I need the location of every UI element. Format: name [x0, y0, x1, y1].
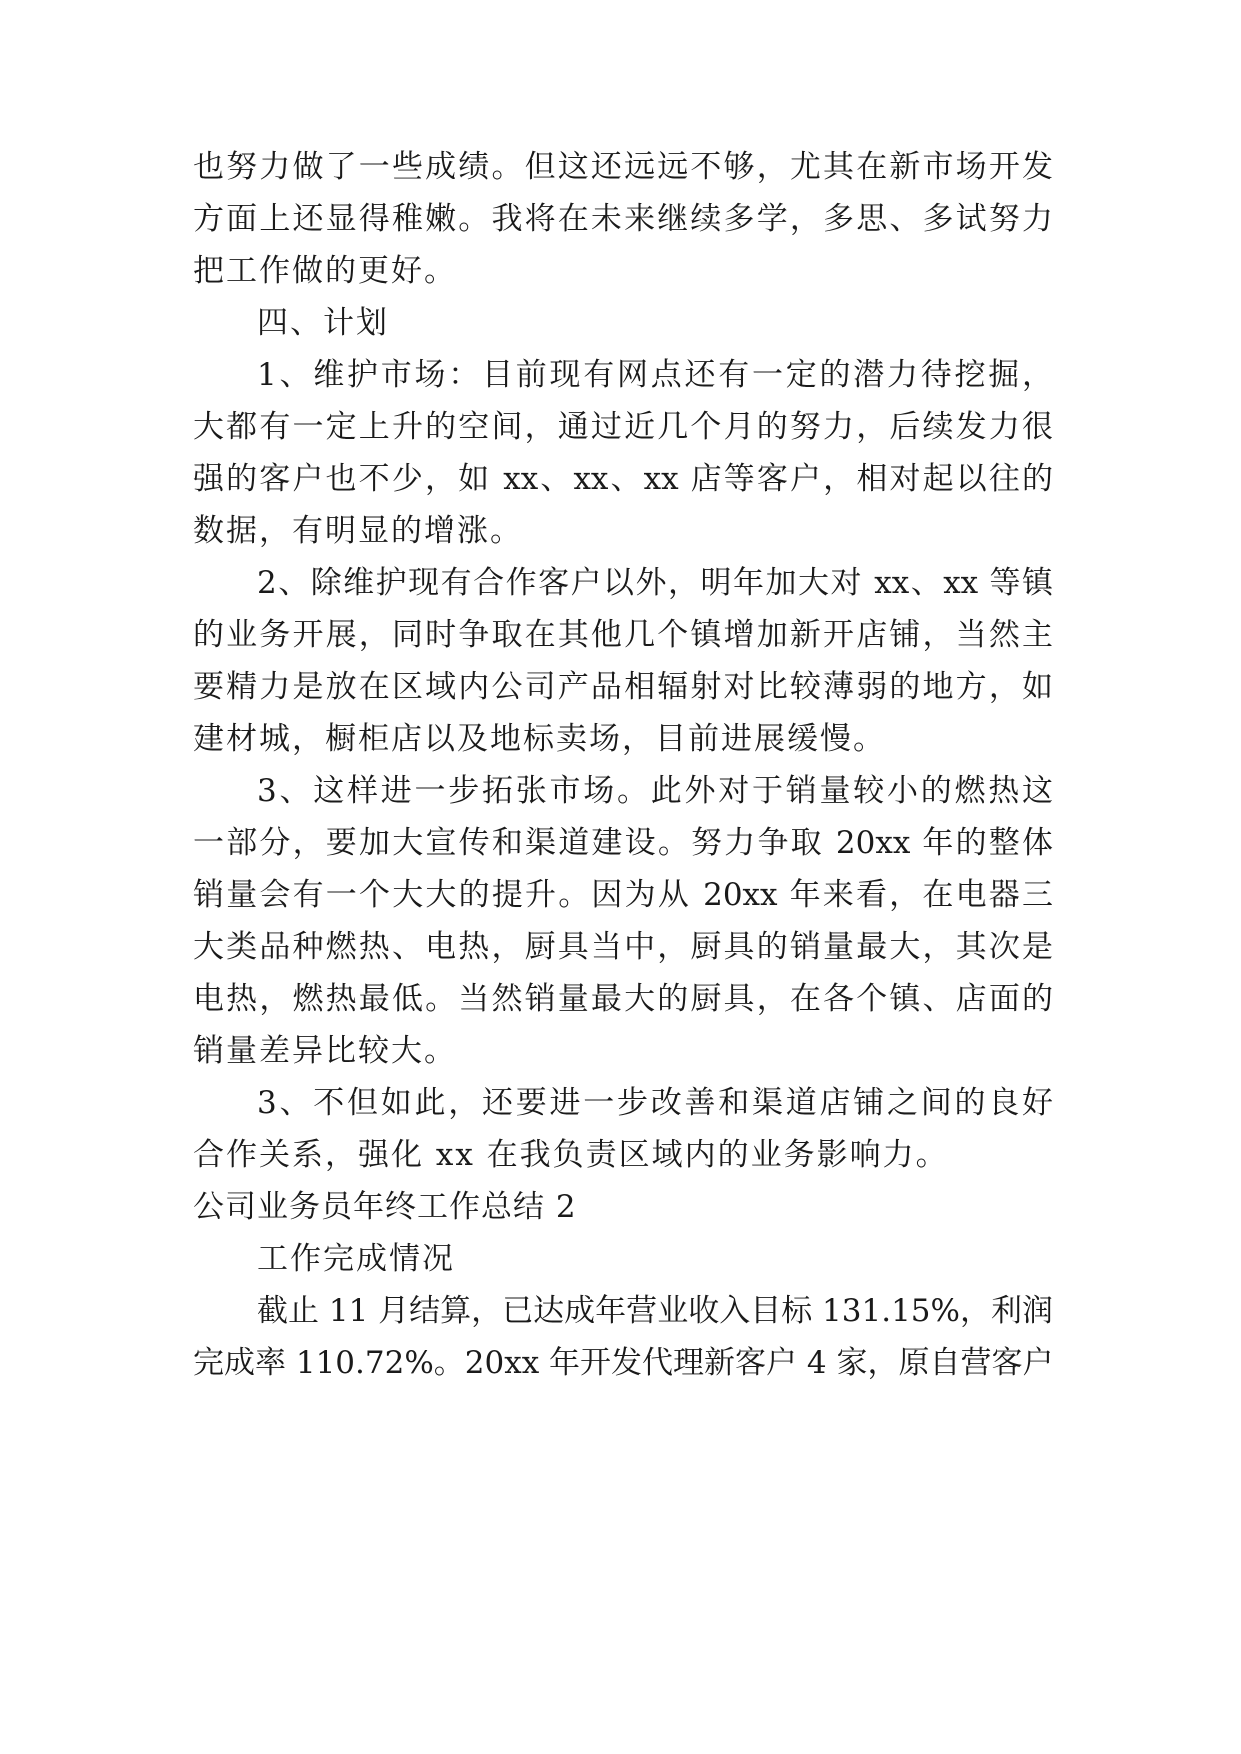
paragraph-line: 大类品种燃热、电热，厨具当中，厨具的销量最大，其次是	[193, 929, 1053, 965]
paragraph-line: 也努力做了一些成绩。但这还远远不够，尤其在新市场开发	[193, 149, 1053, 185]
paragraph-line: 电热，燃热最低。当然销量最大的厨具，在各个镇、店面的	[193, 981, 1053, 1017]
paragraph-line: 数据，有明显的增涨。	[193, 513, 523, 549]
paragraph-line: 的业务开展，同时争取在其他几个镇增加新开店铺，当然主	[193, 617, 1053, 653]
paragraph-line: 大都有一定上升的空间，通过近几个月的努力，后续发力很	[193, 409, 1053, 445]
paragraph-line: 一部分，要加大宣传和渠道建设。努力争取 20xx 年的整体	[193, 825, 1053, 861]
paragraph-line: 建材城，橱柜店以及地标卖场，目前进展缓慢。	[193, 721, 886, 757]
paragraph-line: 完成率 110.72%。20xx 年开发代理新客户 4 家，原自营客户	[193, 1345, 1054, 1381]
paragraph-line: 把工作做的更好。	[193, 253, 457, 289]
paragraph-line: 3、这样进一步拓张市场。此外对于销量较小的燃热这	[257, 773, 1053, 809]
paragraph-line: 合作关系，强化 xx 在我负责区域内的业务影响力。	[193, 1137, 949, 1173]
document-title: 公司业务员年终工作总结 2	[193, 1189, 577, 1225]
section-heading: 工作完成情况	[257, 1241, 455, 1277]
paragraph-line: 销量会有一个大大的提升。因为从 20xx 年来看，在电器三	[193, 877, 1053, 913]
paragraph-line: 要精力是放在区域内公司产品相辐射对比较薄弱的地方，如	[193, 669, 1053, 705]
paragraph-line: 截止 11 月结算，已达成年营业收入目标 131.15%，利润	[257, 1293, 1053, 1329]
paragraph-line: 2、除维护现有合作客户以外，明年加大对 xx、xx 等镇	[257, 565, 1053, 601]
section-heading: 四、计划	[257, 305, 389, 341]
paragraph-line: 强的客户也不少，如 xx、xx、xx 店等客户，相对起以往的	[193, 461, 1053, 497]
paragraph-line: 3、不但如此，还要进一步改善和渠道店铺之间的良好	[257, 1085, 1053, 1121]
paragraph-line: 销量差异比较大。	[193, 1033, 457, 1069]
paragraph-line: 方面上还显得稚嫩。我将在未来继续多学，多思、多试努力	[193, 201, 1053, 237]
paragraph-line: 1、维护市场：目前现有网点还有一定的潜力待挖掘，	[257, 357, 1053, 393]
